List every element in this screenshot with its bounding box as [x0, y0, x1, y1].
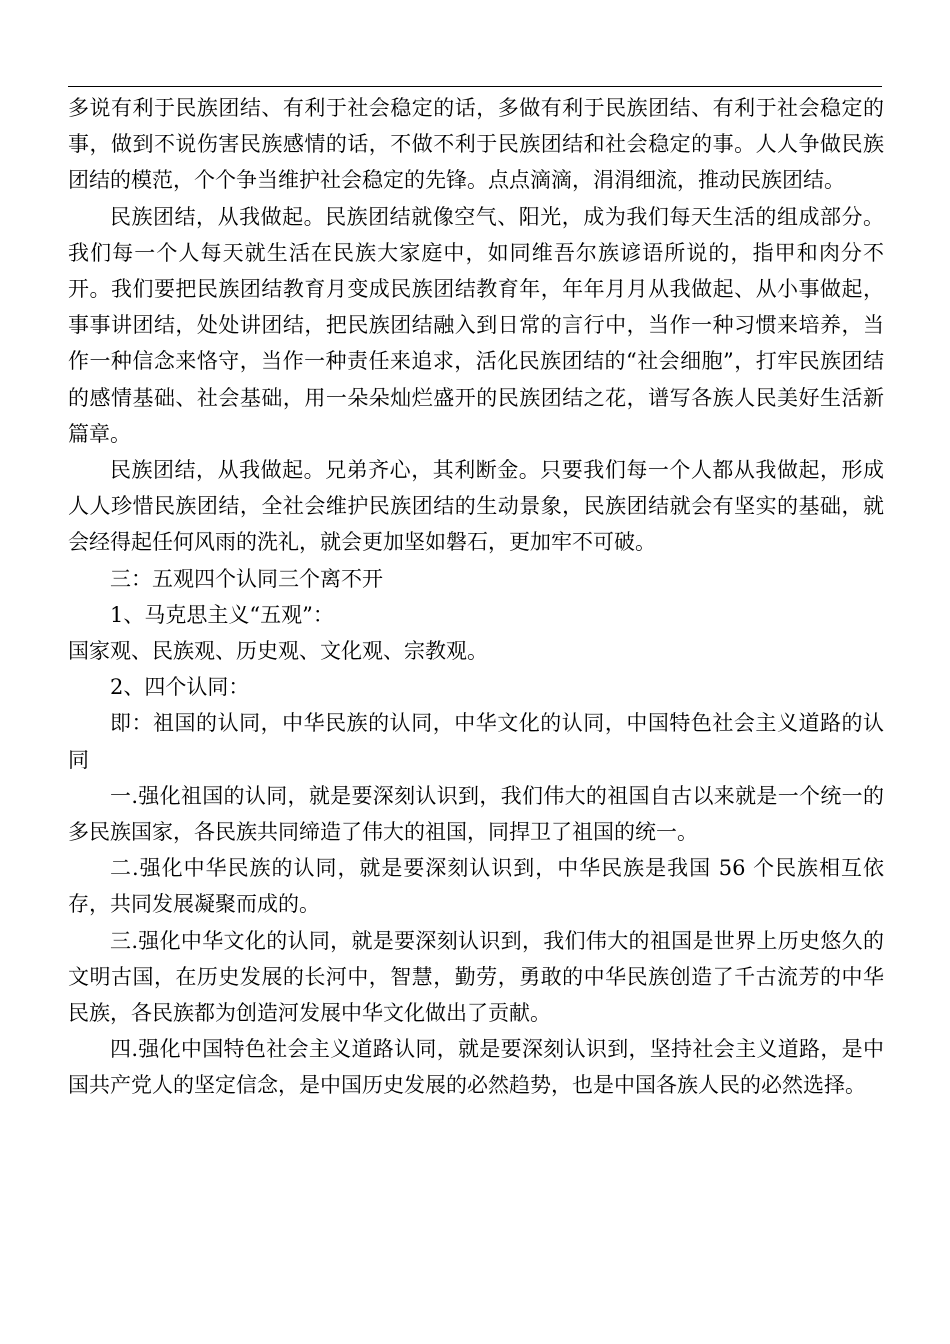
list-item: 二.强化中华民族的认同，就是要深刻认识到，中华民族是我国 56 个民族相互依存，共同发展凝聚而成的。	[68, 856, 884, 917]
list-item: 三.强化中华文化的认同，就是要深刻认识到，我们伟大的祖国是世界上历史悠久的文明古国，在历史发展的长河中，智慧，勤劳，勇敢的中华民族创造了千古流芳的中华民族，各民族都为创造河发展中华文化做出了贡献。	[68, 928, 884, 1026]
paragraph: 民族团结，从我做起。兄弟齐心，其利断金。只要我们每一个人都从我做起，形成人人珍惜民族团结，全社会维护民族团结的生动景象，民族团结就会有坚实的基础，就会经得起任何风雨的洗礼，就会更加坚如磐石，更加牢不可破。	[68, 458, 884, 555]
subsection-heading: 2、四个认同：	[110, 675, 250, 700]
paragraph: 国家观、民族观、历史观、文化观、宗教观。	[68, 639, 488, 664]
list-item: 一.强化祖国的认同，就是要深刻认识到，我们伟大的祖国自古以来就是一个统一的多民族国家，各民族共同缔造了伟大的祖国，同捍卫了祖国的统一。	[68, 783, 884, 845]
paragraph: 即：祖国的认同，中华民族的认同，中华文化的认同，中国特色社会主义道路的认同	[68, 711, 884, 772]
subsection-heading: 1、马克思主义“五观”：	[110, 602, 334, 627]
paragraph: 民族团结，从我做起。民族团结就像空气、阳光，成为我们每天生活的组成部分。我们每一个人每天就生活在民族大家庭中，如同维吾尔族谚语所说的，指甲和肉分不开。我们要把民族团结教育月变成民族团结教育年，年年月月从我做起、从小事做起，事事讲团结，处处讲团结，把民族团结融入到日常的言行中，当作一种习惯来培养，当作一种信念来恪守，当作一种责任来追求，活化民族团结的“社会细胞”，打牢民族团结的感情基础、社会基础，用一朵朵灿烂盛开的民族团结之花，谱写各族人民美好生活新篇章。	[68, 204, 884, 446]
header-rule	[68, 86, 882, 87]
document-body	[68, 90, 884, 1104]
paragraph-continuation: 多说有利于民族团结、有利于社会稳定的话，多做有利于民族团结、有利于社会稳定的事，做到不说伤害民族感情的话，不做不利于民族团结和社会稳定的事。人人争做民族团结的模范，个个争当维护社会稳定的先锋。点点滴滴，涓涓细流，推动民族团结。	[68, 96, 884, 193]
list-item: 四.强化中国特色社会主义道路认同，就是要深刻认识到，坚持社会主义道路，是中国共产党人的坚定信念，是中国历史发展的必然趋势，也是中国各族人民的必然选择。	[68, 1037, 884, 1098]
section-heading: 三：五观四个认同三个离不开	[110, 566, 383, 591]
